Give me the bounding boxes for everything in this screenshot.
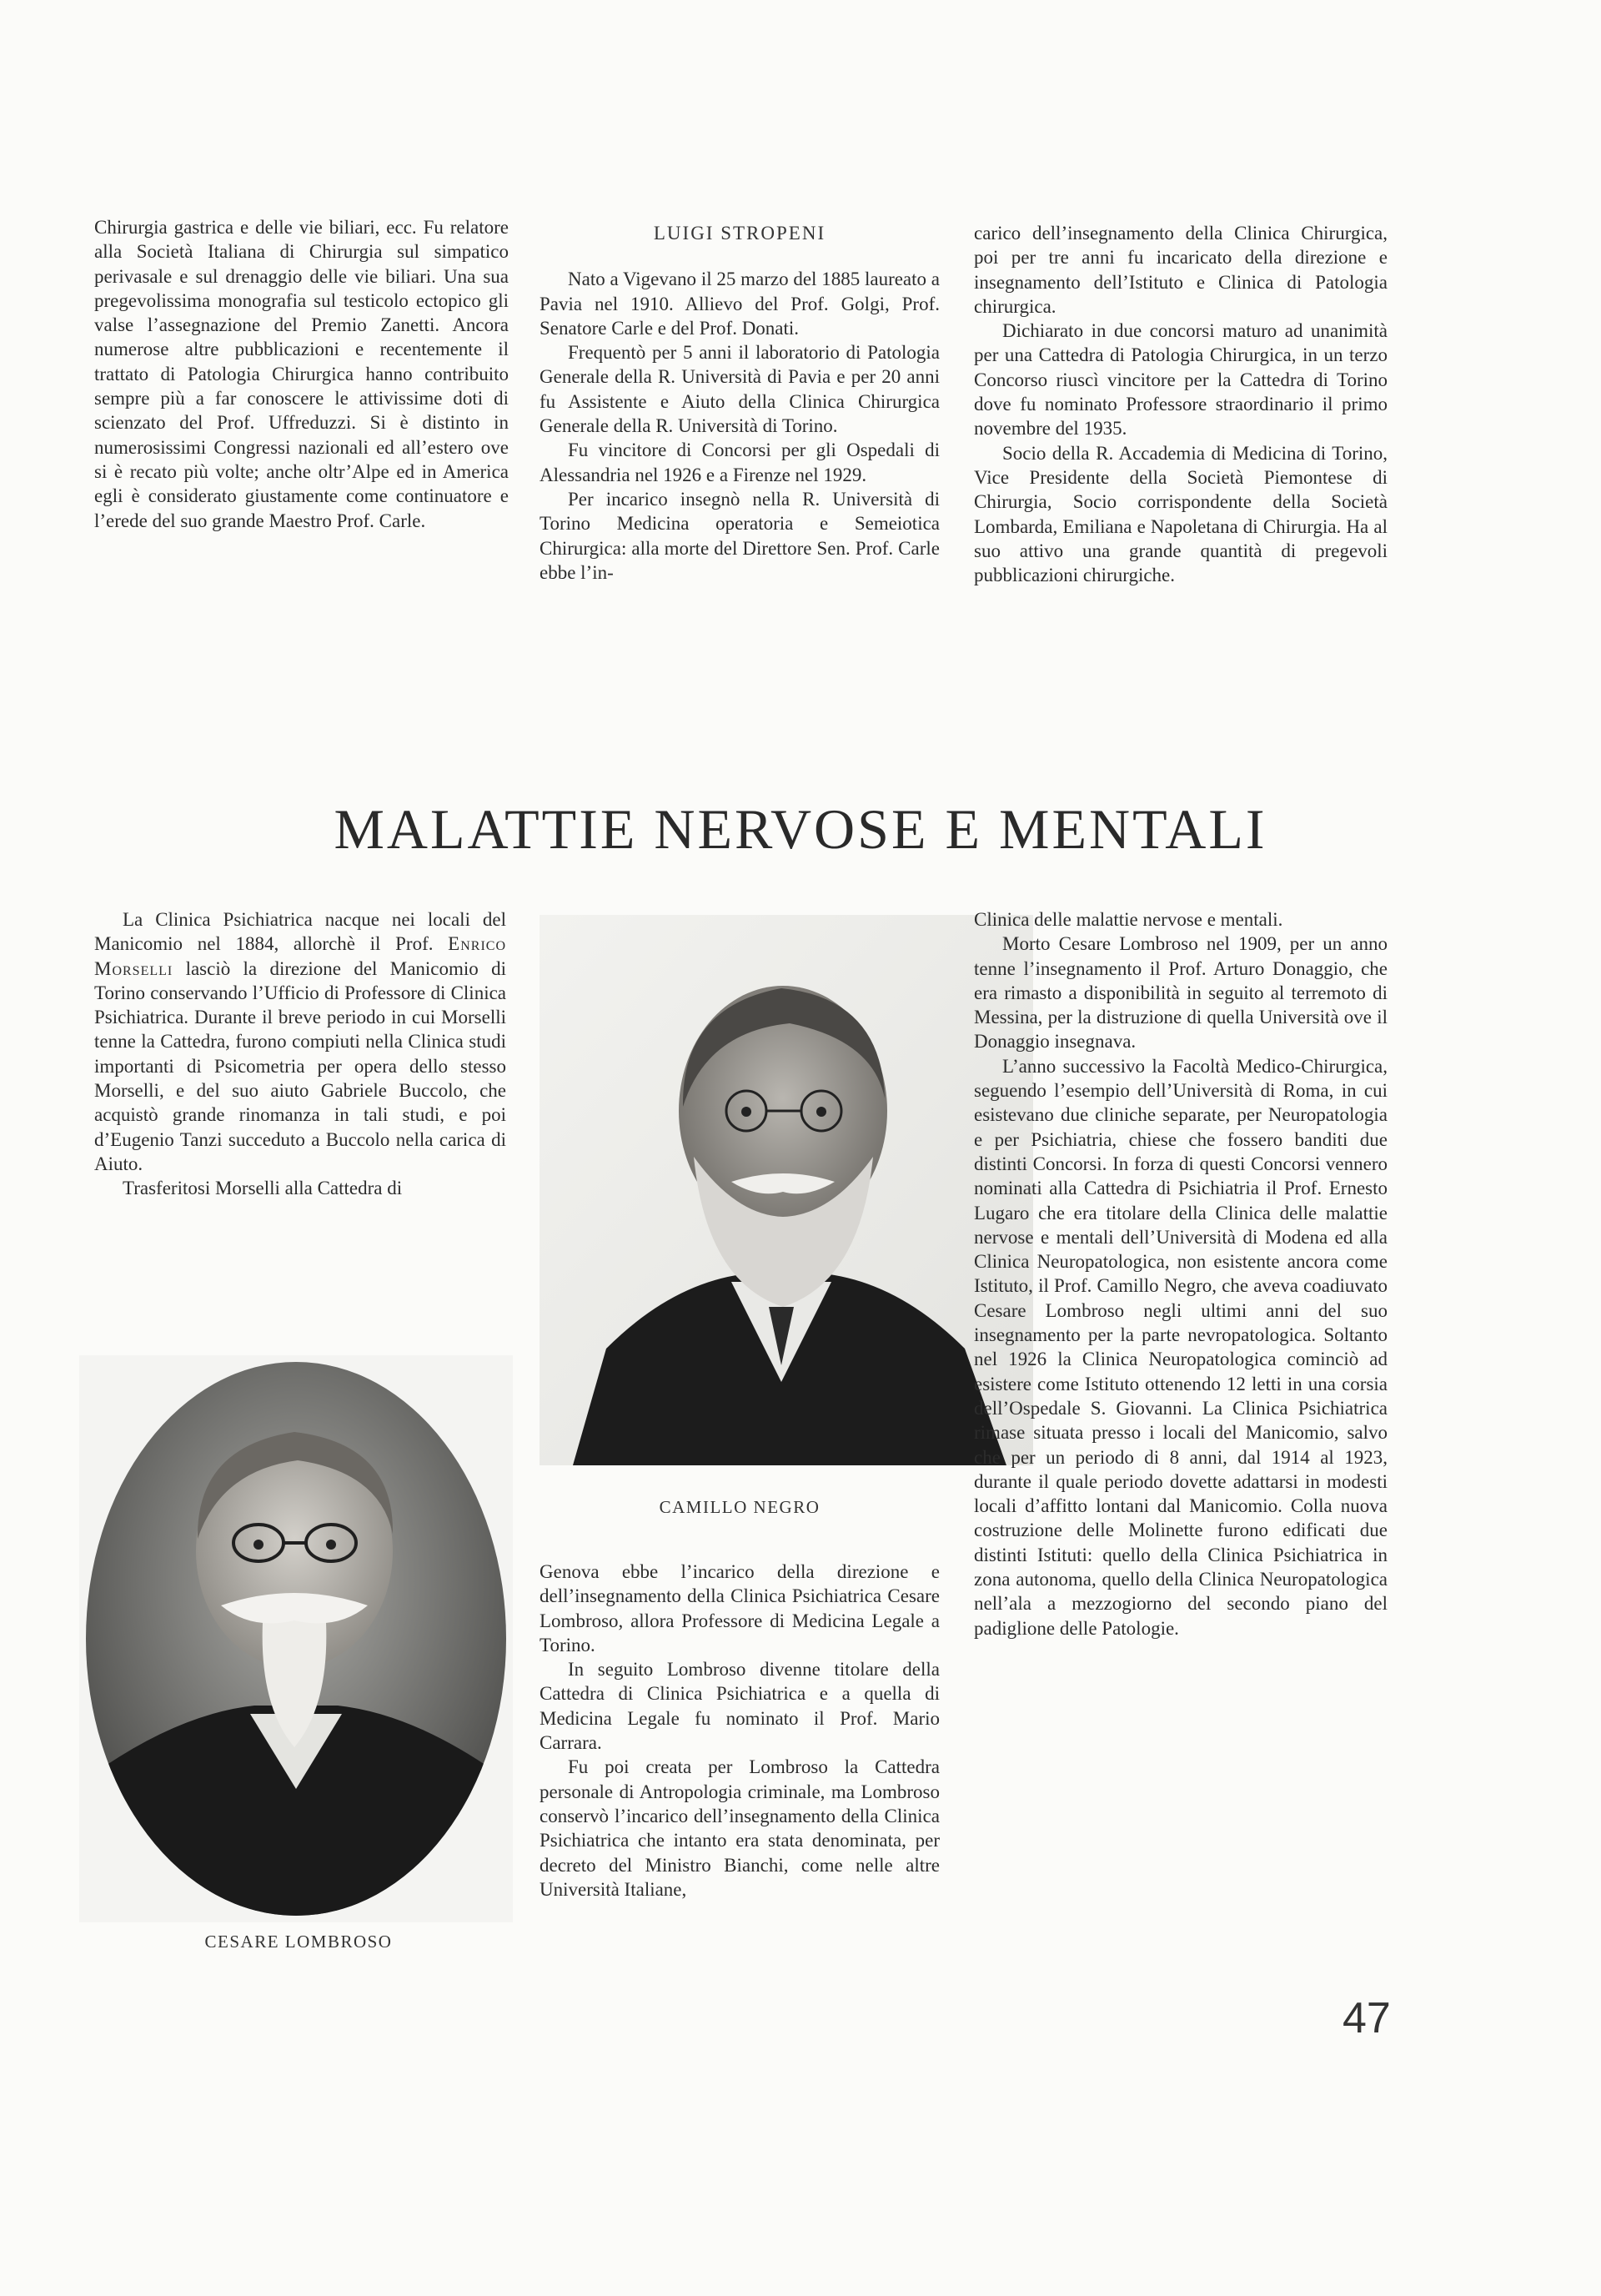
text-run: lasciò la direzione del Manicomio di Torino conservando l’Ufficio di Professore di Clinica Psichiatrica. Durante il breve periodo in cui Morselli tenne la Cattedra, furono compiuti nella Clinica studi importanti di Psicometria per opera dello stesso Morselli, e del suo aiuto Gabriele Buccolo, che acquistò grande rinomanza in tali studi, e poi d’Eugenio Tanzi succeduto a Buccolo nella carica di Aiuto. (94, 957, 507, 1174)
portrait-image (540, 915, 1033, 1465)
column-1-bottom (94, 907, 506, 1201)
paragraph: Morto Cesare Lombroso nel 1909, per un anno tenne l’insegnamento il Prof. Arturo Donaggio, che era rimasto a disponibilità in seguito al terremoto di Messina, per la distruzione di quella Università ove il Donaggio insegnava. (974, 933, 1388, 1053)
column-3-top (974, 221, 1388, 587)
paragraph: Per incarico insegnò nella R. Università di Torino Medicina operatoria e Semeiotica Chirurgica: alla morte del Direttore Sen. Prof. Carle ebbe l’in- (540, 488, 940, 583)
column-3-bottom (974, 907, 1388, 1640)
paragraph: L’anno successivo la Facoltà Medico-Chirurgica, seguendo l’esempio dell’Università di Roma, in cui esistevano due cliniche separate, per Neuropatologia e per Psichiatria, chiese che fossero banditi due distinti Concorsi. In forza di questi Concorsi vennero nominati alla Cattedra di Psichiatria il Prof. Ernesto Lugaro che era titolare della Clinica delle malattie nervose e mentali dell’Università di Modena ed alla Clinica Neuropatologica, non esistente ancora come Istituto, il Prof. Camillo Negro, che aveva coadiuvato Cesare Lombroso negli ultimi anni del suo insegnamento per la parte nevropatologica. Soltanto nel 1926 la Clinica Neuropatologica cominciò ad esistere come Istituto ottenendo 12 letti in una corsia dell’Ospedale S. Giovanni. La Clinica Psichiatrica rimase situata presso i locali del Manicomio, salvo che per un periodo di 8 anni, dal 1914 al 1923, durante il quale periodo dovette adattarsi in modesti locali d’affitto lontani dal Manicomio. Colla nuova costruzione delle Molinette furono edificati due distinti Istituti: quello della Clinica Psichiatrica in zona autonoma, quello della Clinica Neuropatologica nell’ala a mezzogiorno del secondo piano del padiglione delle Patologie. (974, 1055, 1388, 1639)
column-2-top (540, 221, 940, 585)
column-2-bottom (540, 1560, 940, 1902)
column-1-top (94, 215, 509, 533)
paragraph: Fu poi creata per Lombroso la Cattedra personale di Antropologia criminale, ma Lombroso conservò l’incarico dell’insegnamento della Clinica Psichiatrica che intanto era stata denominata, per decreto del Ministro Bianchi, come nelle altre Università Italiane, (540, 1756, 940, 1900)
paragraph: In seguito Lombroso divenne titolare della Cattedra di Clinica Psichiatrica e a quella di Medicina Legale fu nominato il Prof. Mario Carrara. (540, 1659, 940, 1754)
paragraph: Chirurgia gastrica e delle vie biliari, ecc. Fu relatore alla Società Italiana di Chirurgia sul simpatico perivasale e sul drenaggio delle vie biliari. Una sua pregevolissima monografia sul testicolo ectopico gli valse l’assegnazione del Premio Zanetti. Ancora numerose altre pubblicazioni e recentemente il trattato di Patologia Chirurgica hanno contribuito sempre più a far conoscere le attivissime doti di scienzato del Prof. Uffreduzzi. Si è distinto in numerosissimi Congressi nazionali ed all’estero ove si è recato più volte; anche oltr’Alpe ed in America egli è considerato giustamente come continuatore e l’erede del suo grande Maestro Prof. Carle. (94, 217, 509, 531)
paragraph: Genova ebbe l’incarico della direzione e dell’insegnamento della Clinica Psichiatrica Cesare Lombroso, allora Professore di Medicina Legale a Torino. (540, 1561, 940, 1655)
section-title: MALATTIE NERVOSE E MENTALI (334, 797, 1267, 861)
paragraph: Trasferitosi Morselli alla Cattedra di (123, 1178, 403, 1199)
text-run: La Clinica Psichiatrica nacque nei locali del Manicomio nel 1884, allorchè il Prof. (94, 909, 506, 955)
caption-cesare-lombroso: CESARE LOMBROSO (204, 1932, 393, 1952)
paragraph: Frequentò per 5 anni il laboratorio di Patologia Generale della R. Università di Pavia e per 20 anni fu Assistente e Aiuto della Clinica Chirurgica Generale della R. Università di Torino. (540, 342, 940, 437)
paragraph: Dichiarato in due concorsi maturo ad unanimità per una Cattedra di Patologia Chirurgica, in un terzo Concorso riuscì vincitore per la Cattedra di Torino dove fu nominato Professore straordinario il primo novembre del 1935. (974, 320, 1388, 440)
portrait-camillo-negro (540, 915, 1033, 1465)
paragraph (94, 907, 506, 1176)
paragraph: carico dell’insegnamento della Clinica Chirurgica, poi per tre anni fu incaricato della direzione e insegnamento dell’Istituto e Clinica di Patologia chirurgica. (974, 223, 1388, 317)
portrait-cesare-lombroso (79, 1355, 513, 1922)
page-number: 47 (1343, 1994, 1391, 2042)
paragraph: Nato a Vigevano il 25 marzo del 1885 laureato a Pavia nel 1910. Allievo del Prof. Golgi, Prof. Senatore Carle e del Prof. Donati. (540, 269, 940, 339)
person-name-morselli: Enrico Morselli (94, 933, 507, 979)
paragraph: Clinica delle malattie nervose e mentali. (974, 909, 1283, 930)
portrait-image (79, 1355, 513, 1922)
paragraph: Socio della R. Accademia di Medicina di Torino, Vice Presidente della Società Piemontese di Chirurgia, Socio corrispondente della Società Lombarda, Emiliana e Napoletana di Chirurgia. Ha al suo attivo una grande quantità di pregevoli pubblicazioni chirurgiche. (974, 442, 1388, 586)
person-heading-stropeni: LUIGI STROPENI (653, 223, 826, 244)
paragraph: Fu vincitore di Concorsi per gli Ospedali di Alessandria nel 1926 e a Firenze nel 1929. (540, 440, 940, 485)
caption-camillo-negro: CAMILLO NEGRO (659, 1497, 821, 1517)
